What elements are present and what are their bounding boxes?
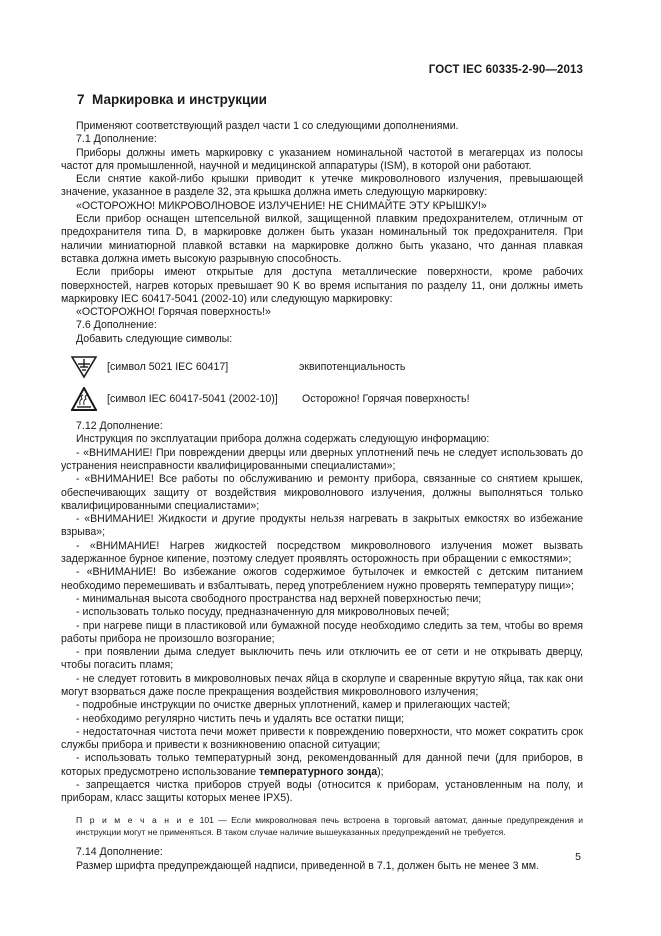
clause-7-1-hot-label: «ОСТОРОЖНО! Горячая поверхность!» bbox=[76, 306, 271, 319]
list-item: - минимальная высота свободного пространства над верхней поверхностью печи; bbox=[76, 592, 482, 605]
list-item: - «ВНИМАНИЕ! Жидкости и другие продукты нельзя нагревать в закрытых емкостях во избежание взрыва»; bbox=[61, 513, 583, 539]
note-text: 101 — Если микроволновая печь встроена в торговый автомат, данные предупреждения и инструкции могут не применяться. В таком случае наличие вышеуказанных предупреждений не требуется. bbox=[76, 814, 584, 837]
section-heading bbox=[77, 92, 267, 107]
note-label: П р и м е ч а н и е bbox=[76, 814, 196, 825]
section-number: 7 bbox=[77, 92, 85, 107]
list-item: - «ВНИМАНИЕ! При повреждении дверцы или дверных уплотнений печь не следует использовать до устранения неисправности квалифицированными специалистами»; bbox=[61, 446, 583, 472]
clause-7-1-p2: Если снятие какой-либо крышки приводит к утечке микроволнового излучения, превышающей значение, указанное в разделе 32, эта крышка должна иметь следующую маркировку: bbox=[61, 173, 583, 199]
list-item: - использовать только посуду, предназначенную для микроволновых печей; bbox=[76, 606, 450, 619]
list-item: - при появлении дыма следует выключить печь или отключить ее от сети и не открывать дверцу, чтобы погасить пламя; bbox=[61, 646, 583, 672]
hot-surface-icon bbox=[71, 387, 97, 411]
list-item-thermo-probe bbox=[61, 752, 583, 779]
note bbox=[61, 814, 583, 838]
clause-7-6-heading: 7.6 Дополнение: bbox=[76, 319, 157, 332]
clause-7-1-heading: 7.1 Дополнение: bbox=[76, 133, 157, 146]
section-title-text: Маркировка и инструкции bbox=[92, 92, 267, 107]
bold-term: температурного зонда bbox=[258, 765, 378, 778]
clause-7-12-heading: 7.12 Дополнение: bbox=[76, 420, 163, 433]
list-item: - запрещается чистка приборов струей воды (относится к приборам, установленным на полу, и приборам, класс защиты которых менее IPX5). bbox=[61, 779, 583, 805]
clause-7-1-warning-label: «ОСТОРОЖНО! МИКРОВОЛНОВОЕ ИЗЛУЧЕНИЕ! НЕ СНИМАЙТЕ ЭТУ КРЫШКУ!» bbox=[76, 199, 487, 212]
document-header: ГОСТ IEC 60335-2-90—2013 bbox=[428, 64, 583, 76]
intro-paragraph: Применяют соответствующий раздел части 1 со следующими дополнениями. bbox=[76, 120, 459, 132]
symbol-row-equipotential bbox=[61, 352, 583, 382]
clause-7-6-p1: Добавить следующие символы: bbox=[76, 332, 233, 345]
symbol-code: [символ IEC 60417-5041 (2002-10)] bbox=[107, 393, 278, 406]
clause-7-12-p1: Инструкция по эксплуатации прибора должна содержать следующую информацию: bbox=[76, 433, 490, 446]
symbol-code: [символ 5021 IEC 60417] bbox=[107, 361, 229, 374]
list-item-text: - использовать только температурный зонд, рекомендованный для данной печи (для приборов, в которых предусмотрено использование bbox=[61, 752, 583, 778]
list-item: - «ВНИМАНИЕ! Нагрев жидкостей посредством микроволнового излучения может вызвать задержанное бурное кипение, поэтому следует проявлять осторожность при обращении с емкостями»; bbox=[61, 539, 583, 566]
main-content bbox=[61, 120, 583, 873]
symbol-row-hot-surface bbox=[61, 384, 583, 414]
page-number: 5 bbox=[575, 851, 581, 863]
list-item: - подробные инструкции по очистке дверных уплотнений, камер и прилегающих частей; bbox=[76, 699, 511, 712]
equipotential-icon bbox=[71, 355, 97, 379]
list-item-text-end: ); bbox=[377, 765, 384, 778]
list-item: - при нагреве пищи в пластиковой или бумажной посуде необходимо следить за тем, чтобы во время работы прибора не произошло возгорание; bbox=[61, 619, 583, 645]
list-item: - «ВНИМАНИЕ! Во избежание ожогов содержимое бутылочек и емкостей с детским питанием необходимо перемешивать и взбалтывать, перед употреблением нужно проверять температуру пищи»; bbox=[61, 566, 583, 592]
clause-7-1-p1: Приборы должны иметь маркировку с указанием номинальной частотой в мегагерцах из полосы частот для промышленной, научной и медицинской аппаратуры (ISM), в которой они работают. bbox=[61, 146, 583, 172]
clause-7-1-p5: Если приборы имеют открытые для доступа металлические поверхности, кроме рабочих поверхностей, нагрев которых превышает 90 K во время испытания по разделу 11, они должны иметь маркировку IEC 60417-5041 (2002-10) или следующую маркировку: bbox=[61, 266, 583, 305]
symbol-description: Осторожно! Горячая поверхность! bbox=[302, 393, 470, 406]
list-item: - необходимо регулярно чистить печь и удалять все остатки пищи; bbox=[76, 712, 405, 725]
clause-7-1-p4: Если прибор оснащен штепсельной вилкой, защищенной плавким предохранителем, отличным от предохранителя типа D, в маркировке должен быть указан номинальный ток предохранителя. При наличии миниатюрной плавкой вставки на маркировке должно быть указано, что данная плавкая вставка должна иметь высокую разрывную способность. bbox=[61, 213, 583, 265]
clause-7-14-heading: 7.14 Дополнение: bbox=[76, 846, 163, 859]
symbol-description: эквипотенциальность bbox=[299, 361, 406, 374]
list-item: - недостаточная чистота печи может привести к повреждению поверхности, что может сократить срок службы прибора и привести к возникновению опасной ситуации; bbox=[61, 725, 583, 752]
list-item: - «ВНИМАНИЕ! Все работы по обслуживанию и ремонту прибора, связанные со снятием крышек, обеспечивающих защиту от воздействия микроволнового излучения, должны выполняться только квалифицированными специалистами»; bbox=[61, 473, 583, 512]
list-item: - не следует готовить в микроволновых печах яйца в скорлупе и сваренные вкрутую яйца, так как они могут взорваться даже после прекращения воздействия микроволнового излучения; bbox=[61, 672, 583, 698]
clause-7-14-p1: Размер шрифта предупреждающей надписи, приведенной в 7.1, должен быть не менее 3 мм. bbox=[76, 859, 540, 872]
